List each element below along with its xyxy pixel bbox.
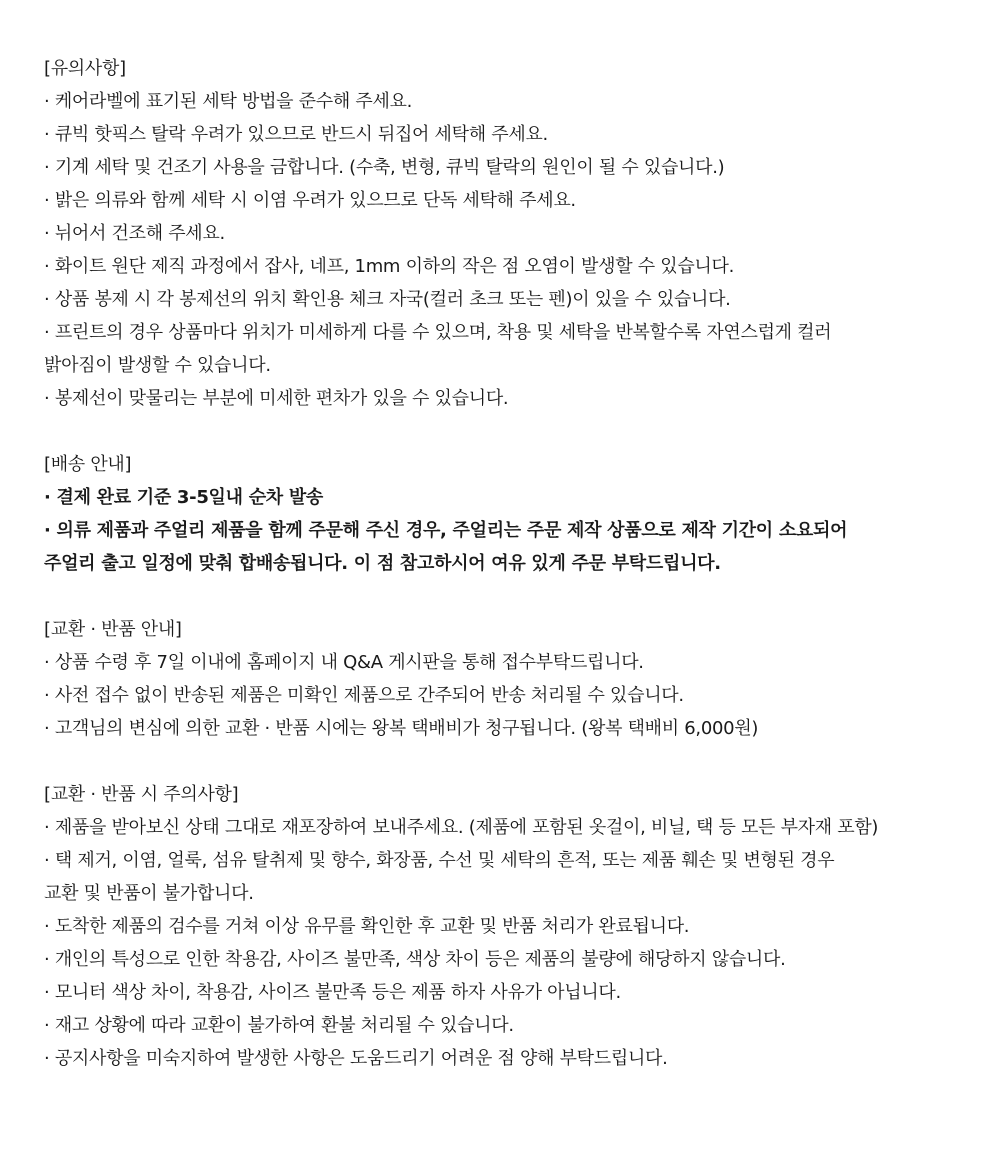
notice-line: · 결제 완료 기준 3-5일내 순차 발송: [44, 487, 324, 508]
notice-line: · 케어라벨에 표기된 세탁 방법을 준수해 주세요.: [44, 91, 413, 112]
notice-line: · 의류 제품과 주얼리 제품을 함께 주문해 주신 경우, 주얼리는 주문 제작 상품으로 제작 기간이 소요되어: [44, 520, 848, 541]
section-heading: [교환 · 반품 안내]: [44, 619, 182, 640]
notice-line: 주얼리 출고 일정에 맞춰 합배송됩니다. 이 점 참고하시어 여유 있게 주문 부탁드립니다.: [44, 553, 721, 574]
notice-line: · 제품을 받아보신 상태 그대로 재포장하여 보내주세요. (제품에 포함된 옷걸이, 비닐, 택 등 모든 부자재 포함): [44, 817, 879, 838]
notice-line: · 밝은 의류와 함께 세탁 시 이염 우려가 있으므로 단독 세탁해 주세요.: [44, 190, 576, 211]
notice-line: · 큐빅 핫픽스 탈락 우려가 있으므로 반드시 뒤집어 세탁해 주세요.: [44, 124, 548, 145]
shipping-info-section: [44, 448, 1000, 580]
notice-line: · 공지사항을 미숙지하여 발생한 사항은 도움드리기 어려운 점 양해 부탁드립니다.: [44, 1048, 668, 1069]
section-heading: [배송 안내]: [44, 454, 132, 475]
care-notes-section: [44, 52, 1000, 415]
notice-line: · 도착한 제품의 검수를 거쳐 이상 유무를 확인한 후 교환 및 반품 처리가 완료됩니다.: [44, 916, 690, 937]
notice-line: · 상품 봉제 시 각 봉제선의 위치 확인용 체크 자국(컬러 초크 또는 펜)이 있을 수 있습니다.: [44, 289, 731, 310]
notice-line: · 화이트 원단 제직 과정에서 잡사, 네프, 1mm 이하의 작은 점 오염이 발생할 수 있습니다.: [44, 256, 735, 277]
notice-line: · 고객님의 변심에 의한 교환 · 반품 시에는 왕복 택배비가 청구됩니다. (왕복 택배비 6,000원): [44, 718, 759, 739]
notice-line: · 프린트의 경우 상품마다 위치가 미세하게 다를 수 있으며, 착용 및 세탁을 반복할수록 자연스럽게 컬러: [44, 322, 832, 343]
notice-line: · 뉘어서 건조해 주세요.: [44, 223, 225, 244]
notice-line: · 택 제거, 이염, 얼룩, 섬유 탈취제 및 향수, 화장품, 수선 및 세탁의 흔적, 또는 제품 훼손 및 변형된 경우: [44, 850, 835, 871]
notice-line: · 상품 수령 후 7일 이내에 홈페이지 내 Q&A 게시판을 통해 접수부탁드립니다.: [44, 652, 644, 673]
exchange-return-caution-section: [44, 778, 1000, 1075]
notice-line: · 모니터 색상 차이, 착용감, 사이즈 불만족 등은 제품 하자 사유가 아닙니다.: [44, 982, 621, 1003]
notice-line: · 개인의 특성으로 인한 착용감, 사이즈 불만족, 색상 차이 등은 제품의 불량에 해당하지 않습니다.: [44, 949, 786, 970]
notice-line: · 재고 상황에 따라 교환이 불가하여 환불 처리될 수 있습니다.: [44, 1015, 514, 1036]
section-heading: [유의사항]: [44, 58, 126, 79]
notice-line: 교환 및 반품이 불가합니다.: [44, 883, 254, 904]
notice-line: · 기계 세탁 및 건조기 사용을 금합니다. (수축, 변형, 큐빅 탈락의 원인이 될 수 있습니다.): [44, 157, 725, 178]
exchange-return-info-section: [44, 613, 1000, 745]
section-heading: [교환 · 반품 시 주의사항]: [44, 784, 239, 805]
notice-line: · 사전 접수 없이 반송된 제품은 미확인 제품으로 간주되어 반송 처리될 수 있습니다.: [44, 685, 684, 706]
notice-line: 밝아짐이 발생할 수 있습니다.: [44, 355, 271, 376]
notice-line: · 봉제선이 맞물리는 부분에 미세한 편차가 있을 수 있습니다.: [44, 388, 509, 409]
